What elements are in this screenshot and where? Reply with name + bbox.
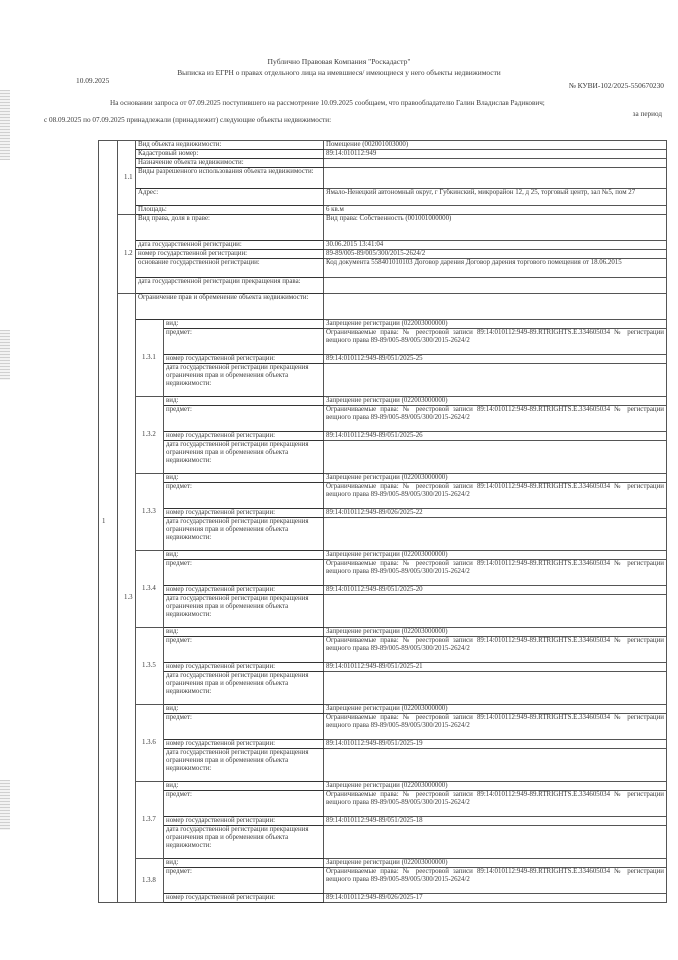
field-label-end-date: дата государственной регистрации прекращения ограничения прав и обременения объекта недвижимости: xyxy=(164,364,324,397)
table-row xyxy=(99,791,667,817)
field-label-reg-number: номер государственной регистрации: xyxy=(164,509,324,518)
scan-artifact xyxy=(0,90,10,160)
table-row xyxy=(99,364,667,397)
table-row xyxy=(99,560,667,586)
field-value-end-date xyxy=(324,441,667,474)
field-label-subject: предмет: xyxy=(164,329,324,355)
field-label-kind: вид: xyxy=(164,859,324,868)
field-value: 30.06.2015 13:41:04 xyxy=(324,241,667,250)
field-label-end-date: дата государственной регистрации прекращения ограничения прав и обременения объекта недвижимости: xyxy=(164,441,324,474)
field-label-subject: предмет: xyxy=(164,868,324,894)
table-row xyxy=(99,859,667,868)
item-number: 1 xyxy=(99,141,118,903)
field-value-reg-number: 89:14:010112:949-89/026/2025-17 xyxy=(324,894,667,903)
field-label: Вид объекта недвижимости: xyxy=(136,141,324,150)
field-value-reg-number: 89:14:010112:949-89/051/2025-18 xyxy=(324,817,667,826)
field-label: Площадь: xyxy=(136,206,324,215)
table-row xyxy=(99,518,667,551)
field-value xyxy=(324,168,667,189)
table-row xyxy=(99,595,667,628)
field-value-end-date xyxy=(324,672,667,705)
field-label-reg-number: номер государственной регистрации: xyxy=(164,740,324,749)
field-value-end-date xyxy=(324,749,667,782)
field-label-kind: вид: xyxy=(164,551,324,560)
table-row xyxy=(99,241,667,250)
field-value-end-date xyxy=(324,595,667,628)
field-label-subject: предмет: xyxy=(164,560,324,586)
field-value-end-date xyxy=(324,826,667,859)
field-label-end-date: дата государственной регистрации прекращения ограничения прав и обременения объекта недвижимости: xyxy=(164,518,324,551)
subsection-number: 1.3.3 xyxy=(136,474,164,551)
field-label: Кадастровый номер: xyxy=(136,150,324,159)
field-value: Вид права: Собственность (001001000000) xyxy=(324,215,667,241)
section-number: 1.3 xyxy=(118,294,136,903)
table-row xyxy=(99,782,667,791)
field-label-kind: вид: xyxy=(164,705,324,714)
field-label-end-date: дата государственной регистрации прекращения ограничения прав и обременения объекта недвижимости: xyxy=(164,672,324,705)
subsection-number: 1.3.2 xyxy=(136,397,164,474)
field-value-kind: Запрещение регистрации (022003000000) xyxy=(324,320,667,329)
subsection-number: 1.3.5 xyxy=(136,628,164,705)
scan-artifact xyxy=(0,780,10,830)
table-row xyxy=(99,250,667,259)
field-label: дата государственной регистрации: xyxy=(136,241,324,250)
table-row xyxy=(99,397,667,406)
table-row xyxy=(99,159,667,168)
field-value: 6 кв.м xyxy=(324,206,667,215)
table-row xyxy=(99,441,667,474)
field-value-reg-number: 89:14:010112:949-89/051/2025-19 xyxy=(324,740,667,749)
section-number: 1.1 xyxy=(118,141,136,215)
field-label-subject: предмет: xyxy=(164,406,324,432)
table-row xyxy=(99,189,667,206)
field-label: основание государственной регистрации: xyxy=(136,259,324,278)
intro-text-line1: На основании запроса от 07.09.2025 поступившего на рассмотрение 10.09.2025 сообщаем, что правообладателю Галин Владислав Радикович; xyxy=(110,99,545,107)
field-value-kind: Запрещение регистрации (022003000000) xyxy=(324,705,667,714)
field-value xyxy=(324,159,667,168)
field-value xyxy=(324,278,667,294)
table-row xyxy=(99,637,667,663)
field-label-reg-number: номер государственной регистрации: xyxy=(164,432,324,441)
field-value-reg-number: 89:14:010112:949-89/051/2025-25 xyxy=(324,355,667,364)
table-row xyxy=(99,483,667,509)
table-row xyxy=(99,474,667,483)
subsection-number: 1.3.6 xyxy=(136,705,164,782)
table-row xyxy=(99,259,667,278)
field-value-subject: Ограничиваемые права: № реестровой записи 89:14:010112:949-89.RTRIGHTS.E.334605034 № регистрации вещного права 89-89/005-89/005/300/2015-2624/2 xyxy=(324,560,667,586)
field-label-kind: вид: xyxy=(164,397,324,406)
field-label-subject: предмет: xyxy=(164,637,324,663)
field-label: Виды разрешенного использования объекта недвижимости: xyxy=(136,168,324,189)
field-label-subject: предмет: xyxy=(164,791,324,817)
field-label: Адрес: xyxy=(136,189,324,206)
document-title: Выписка из ЕГРН о правах отдельного лица на имевшиеся/ имеющиеся у него объекты недвижимости xyxy=(177,68,501,77)
field-label-kind: вид: xyxy=(164,628,324,637)
table-row xyxy=(99,551,667,560)
section-number: 1.2 xyxy=(118,215,136,294)
field-label-end-date: дата государственной регистрации прекращения ограничения прав и обременения объекта недвижимости: xyxy=(164,595,324,628)
field-label-subject: предмет: xyxy=(164,483,324,509)
field-value: Помещение (002001003000) xyxy=(324,141,667,150)
organization-name: Публично Правовая Компания "Роскадастр" xyxy=(267,57,411,66)
field-label: дата государственной регистрации прекращения права: xyxy=(136,278,324,294)
field-value-kind: Запрещение регистрации (022003000000) xyxy=(324,397,667,406)
field-label-reg-number: номер государственной регистрации: xyxy=(164,586,324,595)
field-label-reg-number: номер государственной регистрации: xyxy=(164,894,324,903)
subsection-number: 1.3.4 xyxy=(136,551,164,628)
table-row xyxy=(99,894,667,903)
field-value-kind: Запрещение регистрации (022003000000) xyxy=(324,628,667,637)
field-label-end-date: дата государственной регистрации прекращения ограничения прав и обременения объекта недвижимости: xyxy=(164,749,324,782)
subsection-number: 1.3.7 xyxy=(136,782,164,859)
field-label: номер государственной регистрации: xyxy=(136,250,324,259)
table-row xyxy=(99,817,667,826)
field-value-subject: Ограничиваемые права: № реестровой записи 89:14:010112:949-89.RTRIGHTS.E.334605034 № регистрации вещного права 89-89/005-89/005/300/2015-2624/2 xyxy=(324,791,667,817)
field-value-subject: Ограничиваемые права: № реестровой записи 89:14:010112:949-89.RTRIGHTS.E.334605034 № регистрации вещного права 89-89/005-89/005/300/2015-2624/2 xyxy=(324,714,667,740)
table-row xyxy=(99,206,667,215)
table-row xyxy=(99,749,667,782)
document-number: № КУВИ-102/2025-550670230 xyxy=(568,81,664,90)
subsection-number: 1.3.1 xyxy=(136,320,164,397)
table-row xyxy=(99,215,667,241)
table-row xyxy=(99,628,667,637)
table-row xyxy=(99,740,667,749)
field-value-subject: Ограничиваемые права: № реестровой записи 89:14:010112:949-89.RTRIGHTS.E.334605034 № регистрации вещного права 89-89/005-89/005/300/2015-2624/2 xyxy=(324,329,667,355)
table-row xyxy=(99,294,667,320)
field-value-reg-number: 89:14:010112:949-89/051/2025-21 xyxy=(324,663,667,672)
field-value-subject: Ограничиваемые права: № реестровой записи 89:14:010112:949-89.RTRIGHTS.E.334605034 № регистрации вещного права 89-89/005-89/005/300/2015-2624/2 xyxy=(324,483,667,509)
field-value: 89:14:010112:949 xyxy=(324,150,667,159)
intro-text-line2: с 08.09.2025 по 07.09.2025 принадлежали (принадлежит) следующие объекты недвижимости: xyxy=(44,116,332,124)
field-value: 89-89/005-89/005/300/2015-2624/2 xyxy=(324,250,667,259)
field-value-reg-number: 89:14:010112:949-89/051/2025-26 xyxy=(324,432,667,441)
field-label-subject: предмет: xyxy=(164,714,324,740)
field-label-reg-number: номер государственной регистрации: xyxy=(164,663,324,672)
table-row xyxy=(99,141,667,150)
table-row xyxy=(99,168,667,189)
scan-artifact xyxy=(0,330,10,380)
field-value: Ямало-Ненецкий автономный округ, г Губкинский, микрорайон 12, д 25, торговый центр, зал №5, пом 27 xyxy=(324,189,667,206)
table-row xyxy=(99,509,667,518)
table-row xyxy=(99,586,667,595)
table-row xyxy=(99,714,667,740)
field-label-kind: вид: xyxy=(164,782,324,791)
table-row xyxy=(99,705,667,714)
field-value-kind: Запрещение регистрации (022003000000) xyxy=(324,551,667,560)
field-value-kind: Запрещение регистрации (022003000000) xyxy=(324,474,667,483)
section-header: Ограничение прав и обременение объекта недвижимости: xyxy=(136,294,324,320)
table-row xyxy=(99,826,667,859)
table-row xyxy=(99,320,667,329)
subsection-number: 1.3.8 xyxy=(136,859,164,903)
field-value-subject: Ограничиваемые права: № реестровой записи 89:14:010112:949-89.RTRIGHTS.E.334605034 № регистрации вещного права 89-89/005-89/005/300/2015-2624/2 xyxy=(324,637,667,663)
field-label-end-date: дата государственной регистрации прекращения ограничения прав и обременения объекта недвижимости: xyxy=(164,826,324,859)
field-label-kind: вид: xyxy=(164,320,324,329)
table-row xyxy=(99,355,667,364)
field-label: Назначение объекта недвижимости: xyxy=(136,159,324,168)
intro-period: за период xyxy=(632,110,662,118)
table-row xyxy=(99,672,667,705)
document-date: 10.09.2025 xyxy=(76,76,110,85)
table-row xyxy=(99,868,667,894)
table-row xyxy=(99,663,667,672)
field-value-reg-number: 89:14:010112:949-89/051/2025-20 xyxy=(324,586,667,595)
table-row xyxy=(99,150,667,159)
table-row xyxy=(99,406,667,432)
table-row xyxy=(99,329,667,355)
field-value-end-date xyxy=(324,364,667,397)
field-value-kind: Запрещение регистрации (022003000000) xyxy=(324,782,667,791)
field-value-subject: Ограничиваемые права: № реестровой записи 89:14:010112:949-89.RTRIGHTS.E.334605034 № регистрации вещного права 89-89/005-89/005/300/2015-2624/2 xyxy=(324,406,667,432)
field-label-reg-number: номер государственной регистрации: xyxy=(164,355,324,364)
field-value-subject: Ограничиваемые права: № реестровой записи 89:14:010112:949-89.RTRIGHTS.E.334605034 № регистрации вещного права 89-89/005-89/005/300/2015-2624/2 xyxy=(324,868,667,894)
table-row xyxy=(99,432,667,441)
field-label-kind: вид: xyxy=(164,474,324,483)
table-row xyxy=(99,278,667,294)
field-label-reg-number: номер государственной регистрации: xyxy=(164,817,324,826)
empty-value xyxy=(324,294,667,320)
field-value-reg-number: 89:14:010112:949-89/026/2025-22 xyxy=(324,509,667,518)
field-value: Код документа 558401010103 Договор дарения Договор дарения торгового помещения от 18.06.2015 xyxy=(324,259,667,278)
property-table xyxy=(98,140,667,903)
field-value-end-date xyxy=(324,518,667,551)
field-value-kind: Запрещение регистрации (022003000000) xyxy=(324,859,667,868)
field-label: Вид права, доля в праве: xyxy=(136,215,324,241)
